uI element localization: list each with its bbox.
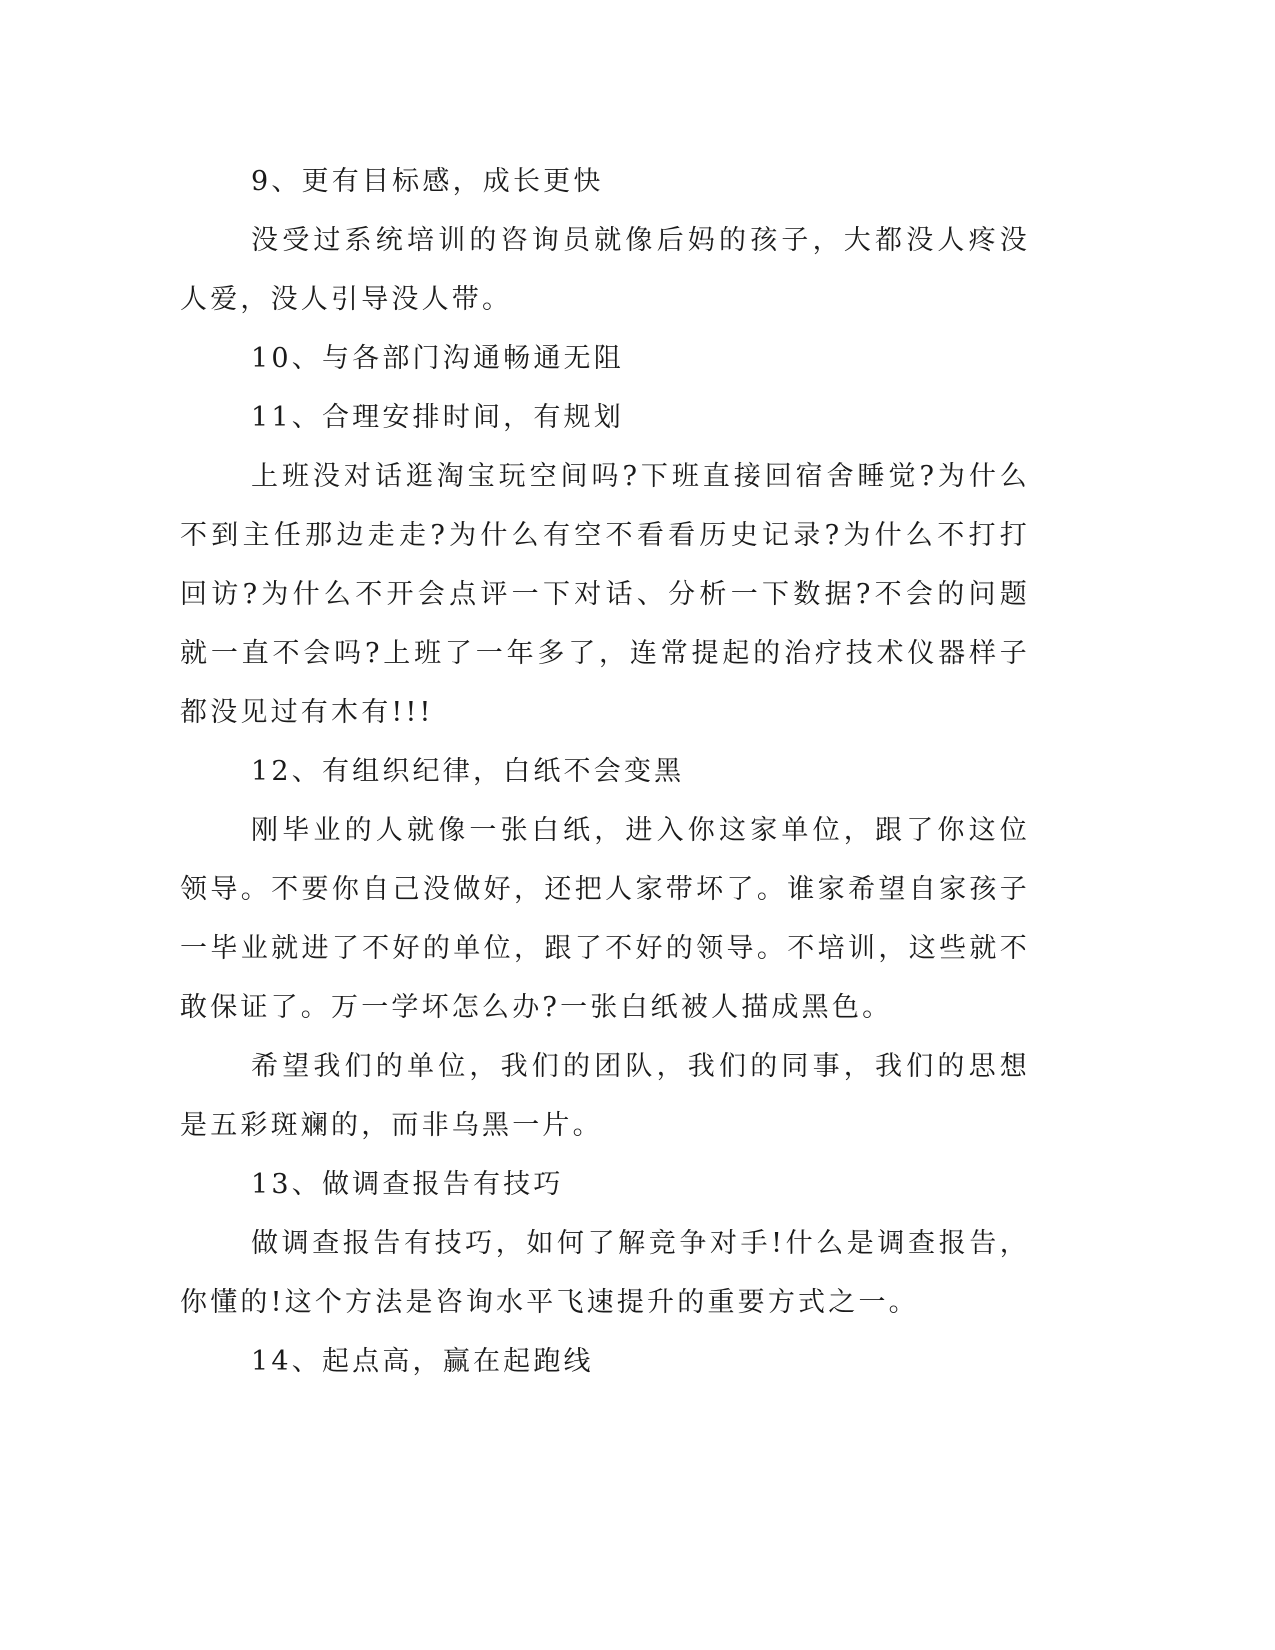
- document-body: [180, 152, 1030, 1391]
- body-paragraph: 希望我们的单位，我们的团队，我们的同事，我们的思想是五彩斑斓的，而非乌黑一片。: [180, 1051, 1030, 1141]
- section-heading-13: 13、做调查报告有技巧: [251, 1169, 564, 1200]
- body-paragraph: 上班没对话逛淘宝玩空间吗?下班直接回宿舍睡觉?为什么不到主任那边走走?为什么有空不看看历史记录?为什么不打打回访?为什么不开会点评一下对话、分析一下数据?不会的问题就一直不会吗?上班了一年多了，连常提起的治疗技术仪器样子都没见过有木有!!!: [180, 461, 1030, 728]
- section-heading-10: 10、与各部门沟通畅通无阻: [251, 343, 624, 374]
- section-heading-11: 11、合理安排时间，有规划: [251, 402, 624, 433]
- section-heading-14: 14、起点高，赢在起跑线: [251, 1346, 594, 1377]
- section-heading-9: 9、更有目标感，成长更快: [251, 166, 604, 197]
- body-paragraph: 没受过系统培训的咨询员就像后妈的孩子，大都没人疼没人爱，没人引导没人带。: [180, 225, 1030, 315]
- section-heading-12: 12、有组织纪律，白纸不会变黑: [251, 756, 685, 787]
- body-paragraph: 做调查报告有技巧，如何了解竞争对手!什么是调查报告，你懂的!这个方法是咨询水平飞速提升的重要方式之一。: [180, 1228, 1030, 1318]
- body-paragraph: 刚毕业的人就像一张白纸，进入你这家单位，跟了你这位领导。不要你自己没做好，还把人家带坏了。谁家希望自家孩子一毕业就进了不好的单位，跟了不好的领导。不培训，这些就不敢保证了。万一学坏怎么办?一张白纸被人描成黑色。: [180, 815, 1030, 1023]
